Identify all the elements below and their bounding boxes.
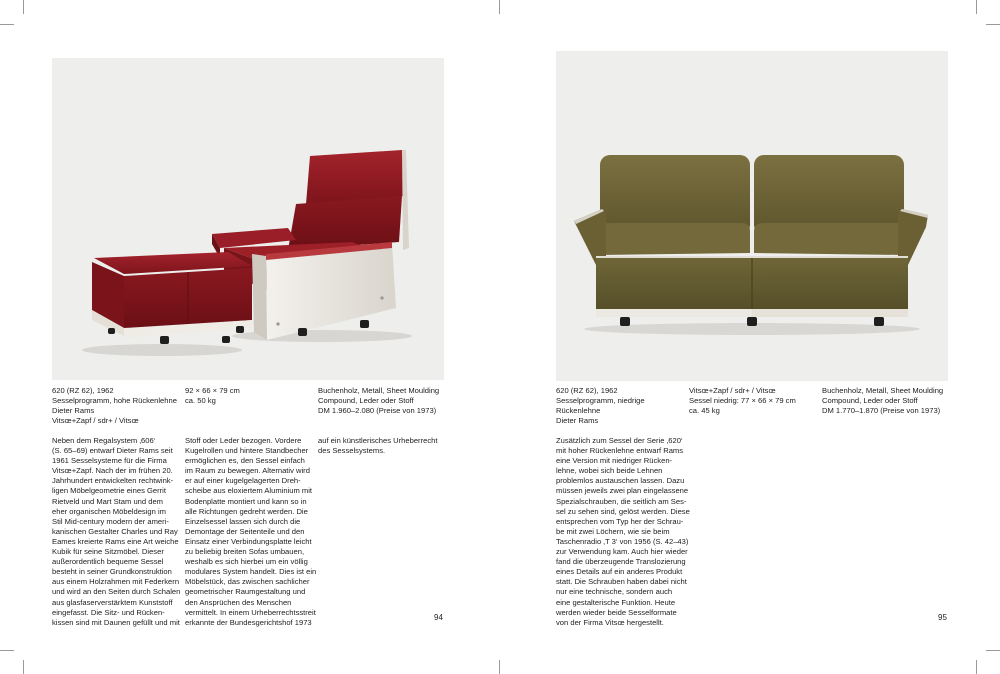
text-line: eher organischen Möbeldesign im (52, 506, 166, 516)
caption-col-2-right (689, 386, 796, 416)
text-line: werden wieder beide Sesselformate (556, 607, 677, 617)
text-line: eines Details auf ein anderes Produkt (556, 567, 683, 577)
text-line: scheibe aus eloxiertem Aluminium mit (185, 486, 313, 496)
crop-mark-right-top (986, 24, 1000, 25)
text-line: Eames kreierte Rams eine Art weiche (52, 536, 179, 546)
armchair-ottoman-illustration (52, 58, 444, 380)
caption-manufacturer: Vitsœ+Zapf / sdr+ / Vitsœ (52, 416, 139, 426)
text-line: den Ansprüchen des Menschen (185, 597, 292, 607)
text-line: Stil Mid-century modern der ameri- (52, 516, 169, 526)
text-line: nur eine technische, sondern auch (556, 587, 673, 597)
text-line: kissen sind mit Daunen gefüllt und mit (52, 617, 180, 627)
text-line: er auf einer kugelgelagerten Dreh- (185, 476, 301, 486)
caption-weight: ca. 45 kg (689, 406, 720, 416)
crop-mark-top-left (23, 0, 24, 14)
crop-mark-bottom-left (23, 660, 24, 674)
sofa-illustration (556, 51, 948, 381)
text-line: eingefasst. Die Sitz- und Rücken- (52, 607, 165, 617)
page-number-right: 95 (938, 613, 947, 622)
text-line: eine gestalterische Funktion. Heute (556, 597, 676, 607)
caption-price: DM 1.770–1.870 (Preise von 1973) (822, 406, 941, 416)
text-line: Jahrhundert entwickelten rechtwink- (52, 476, 174, 486)
text-line: alle Richtungen gedreht werden. Die (185, 506, 308, 516)
text-line: des Sesselsystems. (318, 446, 386, 456)
text-line: zur Verwendung kam. Auch hier wieder (556, 547, 688, 557)
caption-materials-1: Buchenholz, Metall, Sheet Moulding (822, 386, 944, 395)
text-line: Rietveld und Mart Stam und dem (52, 496, 164, 506)
text-line: weshalb es sich hierbei um ein völlig (185, 557, 308, 567)
caption-manufacturer: Vitsœ+Zapf / sdr+ / Vitsœ (689, 386, 776, 395)
caption-weight: ca. 50 kg (185, 396, 216, 406)
body-text-col-1-right (556, 436, 690, 628)
text-line: auf ein künstlerisches Urheberrecht (318, 436, 438, 445)
caption-col-1 (52, 386, 177, 426)
text-line: be mit zwei Löchern, wie sie beim (556, 526, 670, 536)
text-line: lehne, wobei sich beide Lehnen (556, 466, 663, 476)
text-line: außerordentlich bequeme Sessel (52, 557, 164, 567)
crop-mark-right-bottom (986, 650, 1000, 651)
text-line: problemlos austauschen lassen. Dazu (556, 476, 685, 486)
caption-title: Sesselprogramm, hohe Rückenlehne (52, 396, 177, 406)
caption-title-cont: Rückenlehne (556, 406, 601, 416)
caption-dimensions: 92 × 66 × 79 cm (185, 386, 240, 395)
caption-model: 620 (RZ 62), 1962 (52, 386, 114, 395)
caption-materials-1: Buchenholz, Metall, Sheet Moulding (318, 386, 440, 395)
text-line: 1961 Sesselsysteme für die Firma (52, 456, 167, 466)
caption-col-3-right (822, 386, 943, 416)
text-line: erkannte der Bundesgerichtshof 1973 (185, 617, 312, 627)
text-line: Neben dem Regalsystem ‚606‘ (52, 436, 156, 445)
text-line: aus glasfaserverstärktem Kunststoff (52, 597, 173, 607)
text-line: Vitsœ+Zapf. Nach der im frühen 20. (52, 466, 173, 476)
text-line: im Raum zu bewegen. Alternativ wird (185, 466, 310, 476)
text-line: Demontage der Seitenteile und den (185, 526, 305, 536)
body-text-col-3 (318, 436, 437, 456)
text-line: vermittelt. In einem Urheberrechtsstreit (185, 607, 316, 617)
text-line: fand die überzeugende Translozierung (556, 557, 686, 567)
text-line: und wird an den Seiten durch Schalen (52, 587, 181, 597)
crop-mark-top-center (499, 0, 500, 14)
caption-title: Sesselprogramm, niedrige (556, 396, 645, 406)
crop-mark-top-right (976, 0, 977, 14)
text-line: sel zu sehen sind, gelöst werden. Diese (556, 506, 690, 516)
caption-designer: Dieter Rams (556, 416, 599, 426)
text-line: Spezialschrauben, die seitlich am Ses- (556, 496, 687, 506)
text-line: Bodenplatte montiert und kann so in (185, 496, 307, 506)
text-line: besteht in seiner Grundkonstruktion (52, 567, 172, 577)
text-line: mit hoher Rückenlehne entwarf Rams (556, 446, 684, 456)
caption-col-2 (185, 386, 240, 406)
text-line: Möbelstück, das zwischen sachlicher (185, 577, 310, 587)
crop-mark-bottom-right (976, 660, 977, 674)
text-line: Zusätzlich zum Sessel der Serie ‚620‘ (556, 436, 683, 445)
text-line: entsprechen vom Typ her der Schrau- (556, 516, 684, 526)
page-number-left: 94 (434, 613, 443, 622)
crop-mark-left-bottom (0, 650, 14, 651)
crop-mark-left-top (0, 24, 14, 25)
text-line: modulares System handelt. Dies ist ein (185, 567, 317, 577)
text-line: statt. Die Schrauben haben dabei nicht (556, 577, 687, 587)
body-text-col-2 (185, 436, 316, 628)
caption-col-3 (318, 386, 439, 416)
caption-dimensions: Sessel niedrig: 77 × 66 × 79 cm (689, 396, 796, 406)
text-line: ligen Möbelgeometrie eines Gerrit (52, 486, 166, 496)
caption-designer: Dieter Rams (52, 406, 95, 416)
caption-materials-2: Compound, Leder oder Stoff (822, 396, 918, 406)
text-line: Einsatz einer Verbindungsplatte leicht (185, 536, 312, 546)
text-line: müssen jeweils zwei plan eingelassene (556, 486, 689, 496)
photo-low-back-sofa (556, 51, 948, 381)
text-line: Kubik für seine Sitzmöbel. Dieser (52, 547, 164, 557)
caption-col-1-right (556, 386, 645, 426)
text-line: Taschenradio ‚T 3‘ von 1956 (S. 42–43) (556, 536, 689, 546)
caption-model: 620 (RZ 62), 1962 (556, 386, 618, 395)
text-line: von der Firma Vitsœ hergestellt. (556, 617, 664, 627)
crop-mark-bottom-center (499, 660, 500, 674)
text-line: eine Version mit niedriger Rücken- (556, 456, 673, 466)
text-line: zu beliebig breiten Sofas umbauen, (185, 547, 305, 557)
caption-materials-2: Compound, Leder oder Stoff (318, 396, 414, 406)
photo-armchair-with-ottoman (52, 58, 444, 380)
text-line: aus einem Holzrahmen mit Federkern (52, 577, 180, 587)
text-line: geometrischer Raumgestaltung und (185, 587, 306, 597)
body-text-col-1 (52, 436, 180, 628)
text-line: Stoff oder Leder bezogen. Vordere (185, 436, 302, 445)
text-line: kanischen Gestalter Charles und Ray (52, 526, 178, 536)
text-line: (S. 65–69) entwarf Dieter Rams seit (52, 446, 173, 456)
text-line: Kugelrollen und hintere Standbecher (185, 446, 309, 456)
text-line: ermöglichen es, den Sessel einfach (185, 456, 305, 466)
text-line: Einzelsessel lassen sich durch die (185, 516, 301, 526)
caption-price: DM 1.960–2.080 (Preise von 1973) (318, 406, 437, 416)
